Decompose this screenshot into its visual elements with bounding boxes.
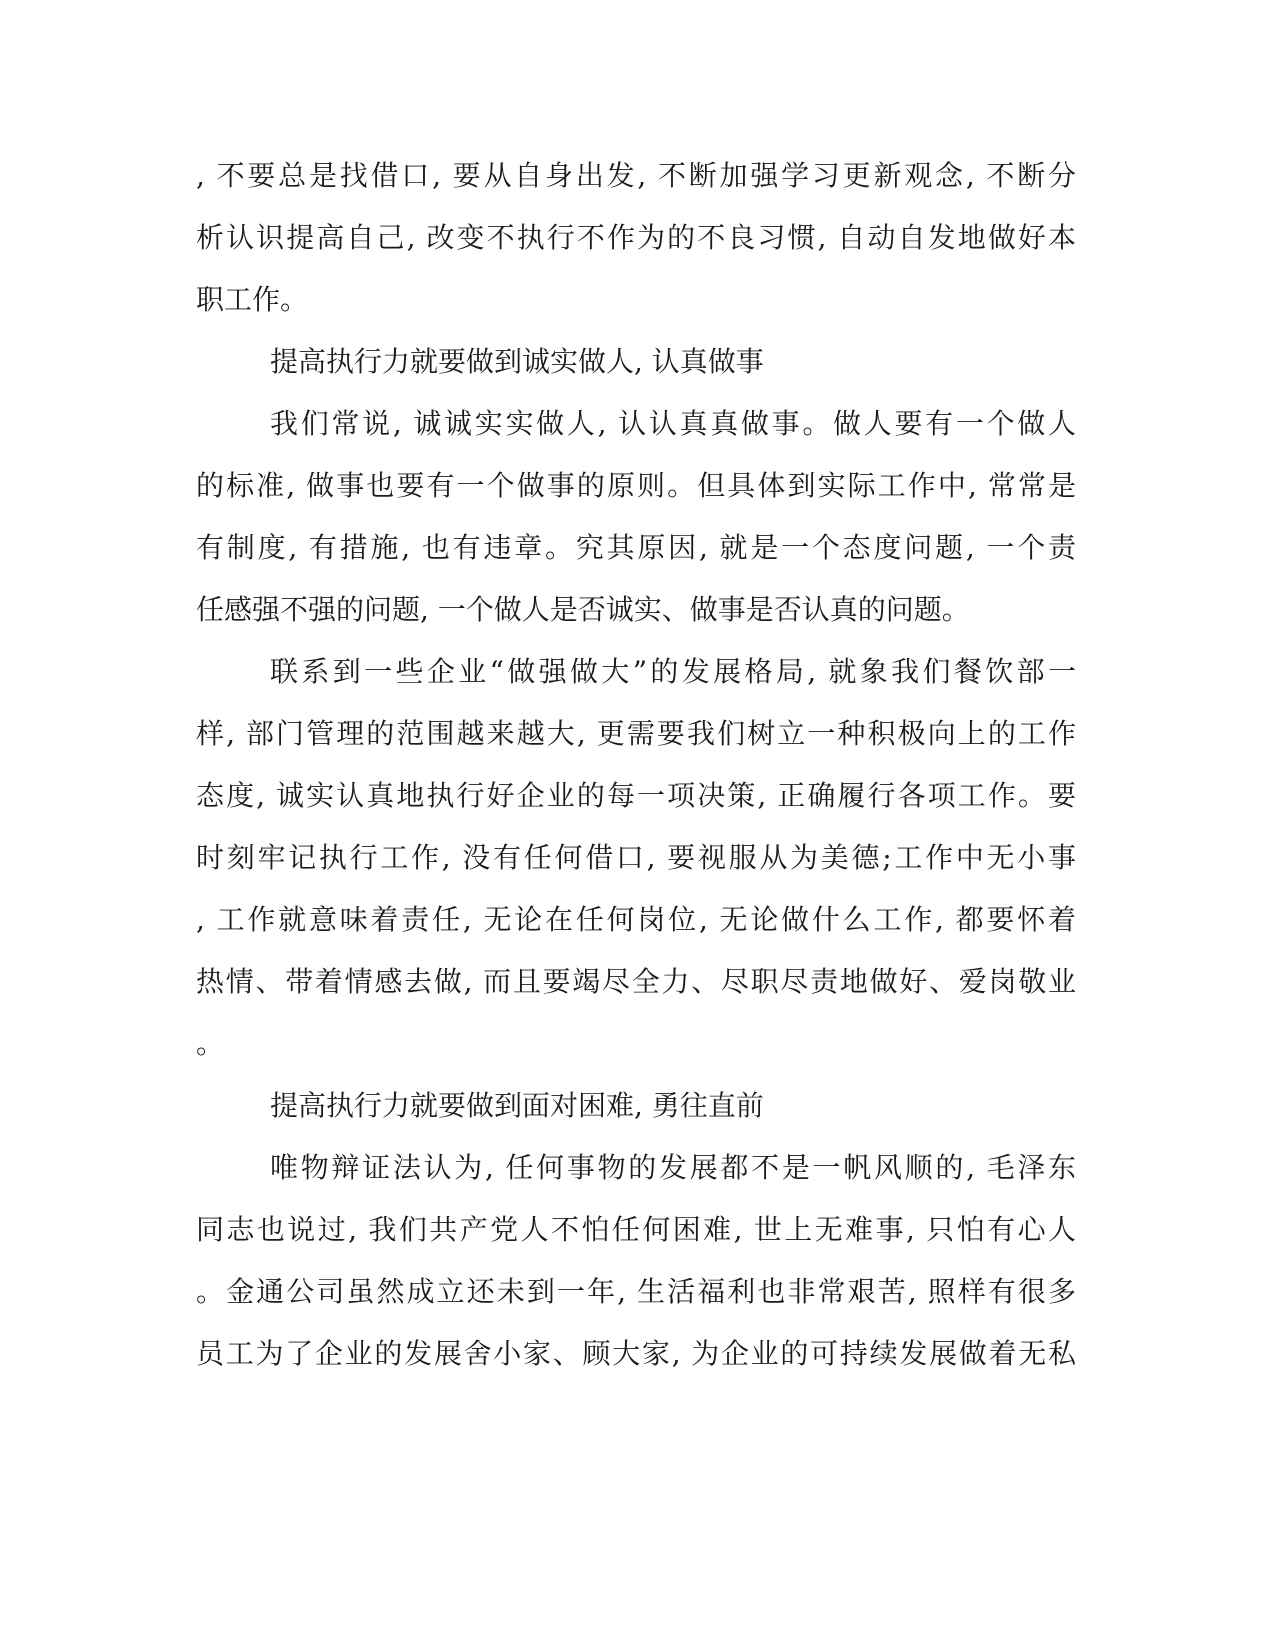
text-line: 。 [196,1027,225,1060]
text-line: 态度, 诚实认真地执行好企业的每一项决策, 正确履行各项工作。要 [196,779,1076,812]
text-line: , 不要总是找借口, 要从自身出发, 不断加强学习更新观念, 不断分 [196,159,1076,192]
text-line: 任感强不强的问题, 一个做人是否诚实、做事是否认真的问题。 [196,593,970,626]
text-line: 析认识提高自己, 改变不执行不作为的不良习惯, 自动自发地做好本 [196,221,1076,254]
text-line: 员工为了企业的发展舍小家、顾大家, 为企业的可持续发展做着无私 [196,1337,1076,1370]
text-line: 。金通公司虽然成立还未到一年, 生活福利也非常艰苦, 照样有很多 [196,1275,1076,1308]
text-line: 有制度, 有措施, 也有违章。究其原因, 就是一个态度问题, 一个责 [196,531,1076,564]
text-line: 同志也说过, 我们共产党人不怕任何困难, 世上无难事, 只怕有心人 [196,1213,1076,1246]
section-heading: 提高执行力就要做到面对困难, 勇往直前 [270,1089,764,1122]
text-line: 时刻牢记执行工作, 没有任何借口, 要视服从为美德;工作中无小事 [196,841,1076,874]
text-line: 热情、带着情感去做, 而且要竭尽全力、尽职尽责地做好、爱岗敬业 [196,965,1076,998]
text-line: 我们常说, 诚诚实实做人, 认认真真做事。做人要有一个做人 [270,407,1076,440]
text-line: , 工作就意味着责任, 无论在任何岗位, 无论做什么工作, 都要怀着 [196,903,1076,936]
text-line: 联系到一些企业“做强做大”的发展格局, 就象我们餐饮部一 [270,655,1076,688]
text-line: 唯物辩证法认为, 任何事物的发展都不是一帆风顺的, 毛泽东 [270,1151,1076,1184]
text-line: 职工作。 [196,283,309,316]
section-heading: 提高执行力就要做到诚实做人, 认真做事 [270,345,764,378]
text-line: 样, 部门管理的范围越来越大, 更需要我们树立一种积极向上的工作 [196,717,1076,750]
text-line: 的标准, 做事也要有一个做事的原则。但具体到实际工作中, 常常是 [196,469,1076,502]
